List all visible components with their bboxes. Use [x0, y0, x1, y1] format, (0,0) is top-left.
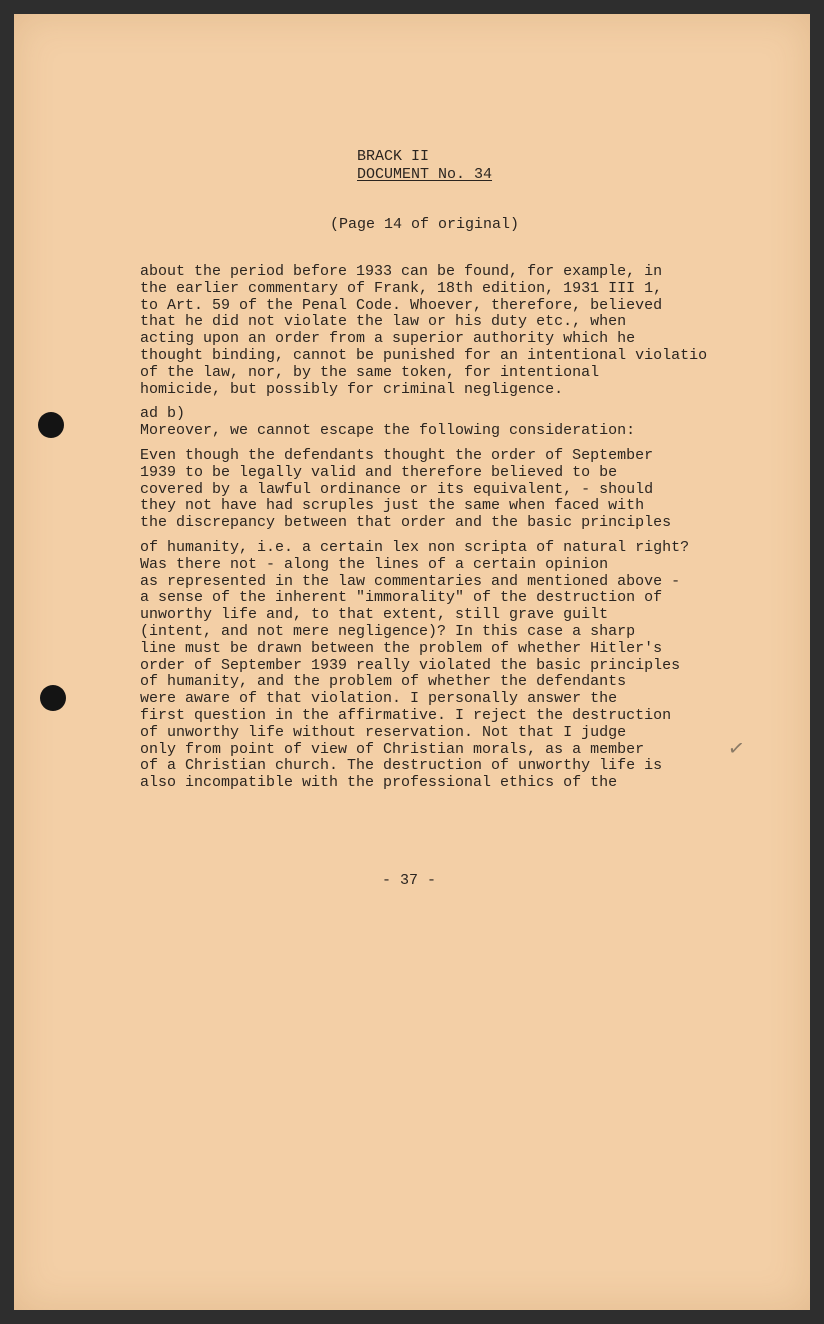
body-line: thought binding, cannot be punished for an intentional violatio	[140, 346, 708, 364]
punch-hole-top	[38, 412, 64, 438]
body-line: unworthy life and, to that extent, still grave guilt	[140, 606, 609, 624]
page-number: - 37 -	[382, 872, 437, 889]
body-line: to Art. 59 of the Penal Code. Whoever, therefore, believed	[140, 296, 663, 314]
body-line: were aware of that violation. I personally answer the	[140, 690, 618, 708]
body-line: line must be drawn between the problem of whether Hitler's	[140, 639, 663, 657]
body-line: first question in the affirmative. I reject the destruction	[140, 706, 672, 724]
check-mark-icon: ✓	[726, 734, 747, 762]
body-line: that he did not violate the law or his duty etc., when	[140, 313, 627, 331]
body-line: also incompatible with the professional ethics of the	[140, 774, 618, 792]
document-number: DOCUMENT No. 34	[357, 166, 493, 183]
body-line: Even though the defendants thought the order of September	[140, 446, 654, 464]
document-page	[14, 14, 810, 1310]
body-line: homicide, but possibly for criminal negligence.	[140, 380, 564, 398]
body-line: Moreover, we cannot escape the following consideration:	[140, 422, 636, 440]
body-line: ad b)	[140, 405, 186, 423]
body-line: Was there not - along the lines of a certain opinion	[140, 555, 609, 573]
body-line: order of September 1939 really violated the basic principles	[140, 656, 681, 674]
document-series-title: BRACK II	[357, 148, 430, 165]
body-line: only from point of view of Christian morals, as a member	[140, 740, 645, 758]
page-reference: (Page 14 of original)	[330, 216, 520, 233]
body-line: about the period before 1933 can be found, for example, in	[140, 263, 663, 280]
body-line: a sense of the inherent "immorality" of the destruction of	[140, 589, 663, 607]
body-line: of humanity, i.e. a certain lex non scripta of natural right?	[140, 538, 690, 556]
body-line: the earlier commentary of Frank, 18th edition, 1931 III 1,	[140, 279, 663, 297]
body-line: covered by a lawful ordinance or its equivalent, - should	[140, 480, 654, 498]
body-line: of the law, nor, by the same token, for intentional	[140, 363, 600, 381]
body-line: (intent, and not mere negligence)? In this case a sharp	[140, 622, 636, 640]
body-line: the discrepancy between that order and the basic principles	[140, 514, 672, 532]
body-line: they not have had scruples just the same when faced with	[140, 497, 645, 515]
body-line: of unworthy life without reservation. Not that I judge	[140, 723, 627, 741]
body-line: 1939 to be legally valid and therefore believed to be	[140, 463, 618, 481]
punch-hole-bottom	[40, 685, 66, 711]
body-line: acting upon an order from a superior authority which he	[140, 330, 636, 348]
body-line: of a Christian church. The destruction of unworthy life is	[140, 757, 663, 775]
body-text	[140, 264, 800, 792]
body-line: of humanity, and the problem of whether the defendants	[140, 673, 627, 691]
body-line: as represented in the law commentaries and mentioned above -	[140, 572, 681, 590]
